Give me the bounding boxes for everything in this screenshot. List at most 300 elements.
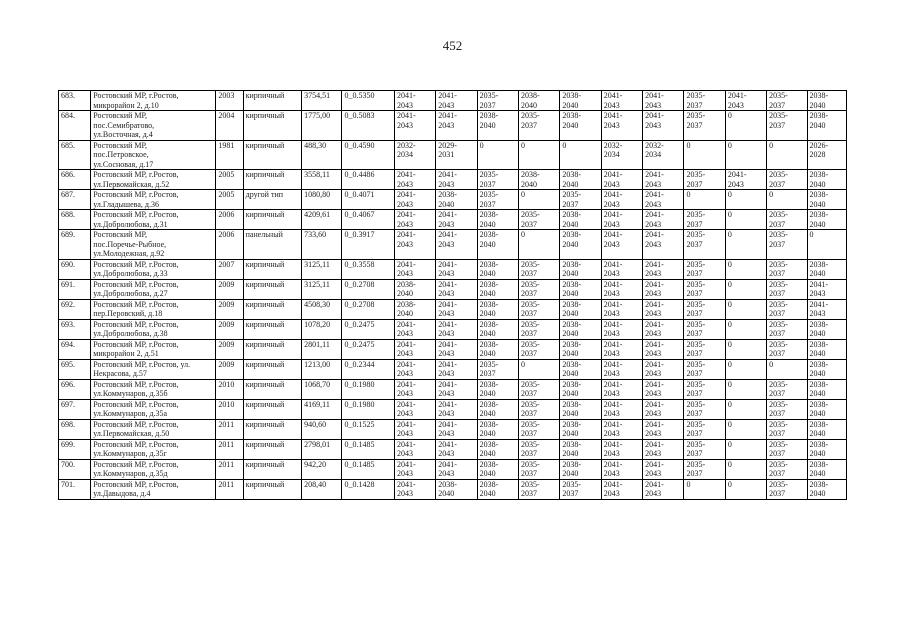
area-cell: 4209,61 — [302, 210, 342, 230]
period-cell: 0 — [767, 140, 807, 170]
period-cell: 2038- 2040 — [477, 111, 518, 141]
period-cell: 2038- 2040 — [519, 91, 560, 111]
address-cell: Ростовский МР, г.Ростов, ул.Первомайская, д.52 — [91, 170, 216, 190]
index-cell: 0_0.2344 — [342, 359, 394, 379]
year-cell: 1981 — [216, 140, 243, 170]
address-cell: Ростовский МР, г.Ростов, ул.Добролюбова, д.38 — [91, 319, 216, 339]
wall-material-cell: кирпичный — [243, 379, 302, 399]
table-row — [59, 359, 847, 379]
period-cell: 2041- 2043 — [601, 190, 642, 210]
period-cell: 2035- 2037 — [519, 259, 560, 279]
period-cell: 2041- 2043 — [601, 319, 642, 339]
wall-material-cell: кирпичный — [243, 91, 302, 111]
row-number-cell: 701. — [59, 479, 91, 499]
period-cell: 2041- 2043 — [436, 111, 477, 141]
area-cell: 2801,11 — [302, 339, 342, 359]
table-row — [59, 399, 847, 419]
period-cell: 0 — [725, 379, 766, 399]
address-cell: Ростовский МР, г.Ростов, ул.Добролюбова, д.31 — [91, 210, 216, 230]
table-row — [59, 299, 847, 319]
period-cell: 2041- 2043 — [436, 170, 477, 190]
period-cell: 2041- 2043 — [394, 339, 435, 359]
period-cell: 2035- 2037 — [477, 190, 518, 210]
year-cell: 2004 — [216, 111, 243, 141]
period-cell: 2041- 2043 — [601, 279, 642, 299]
wall-material-cell: другой тип — [243, 190, 302, 210]
period-cell: 2035- 2037 — [767, 379, 807, 399]
address-cell: Ростовский МР, г.Ростов, ул.Гладышева, д.36 — [91, 190, 216, 210]
area-cell: 488,30 — [302, 140, 342, 170]
period-cell: 2041- 2043 — [394, 230, 435, 260]
period-cell: 0 — [725, 279, 766, 299]
row-number-cell: 698. — [59, 419, 91, 439]
period-cell: 2035- 2037 — [519, 339, 560, 359]
index-cell: 0_0.2475 — [342, 319, 394, 339]
period-cell: 2038- 2040 — [560, 359, 601, 379]
period-cell: 2029- 2031 — [436, 140, 477, 170]
period-cell: 2038- 2040 — [807, 190, 846, 210]
index-cell: 0_0.1485 — [342, 459, 394, 479]
period-cell: 2038- 2040 — [807, 91, 846, 111]
table-row — [59, 459, 847, 479]
period-cell: 2035- 2037 — [767, 319, 807, 339]
wall-material-cell: кирпичный — [243, 439, 302, 459]
period-cell: 2035- 2037 — [767, 419, 807, 439]
period-cell: 0 — [519, 190, 560, 210]
period-cell: 2041- 2043 — [436, 399, 477, 419]
period-cell: 2041- 2043 — [394, 399, 435, 419]
period-cell: 2041- 2043 — [394, 379, 435, 399]
period-cell: 2041- 2043 — [601, 111, 642, 141]
period-cell: 2035- 2037 — [519, 111, 560, 141]
period-cell: 2035- 2037 — [519, 379, 560, 399]
year-cell: 2009 — [216, 359, 243, 379]
period-cell: 2041- 2043 — [436, 299, 477, 319]
period-cell: 2041- 2043 — [643, 359, 684, 379]
period-cell: 2038- 2040 — [560, 299, 601, 319]
index-cell: 0_0.1428 — [342, 479, 394, 499]
row-number-cell: 695. — [59, 359, 91, 379]
period-cell: 2041- 2043 — [601, 459, 642, 479]
row-number-cell: 685. — [59, 140, 91, 170]
period-cell: 2038- 2040 — [477, 319, 518, 339]
period-cell: 2041- 2043 — [601, 259, 642, 279]
table-row — [59, 190, 847, 210]
year-cell: 2009 — [216, 339, 243, 359]
index-cell: 0_0.1980 — [342, 379, 394, 399]
period-cell: 2041- 2043 — [725, 91, 766, 111]
year-cell: 2011 — [216, 479, 243, 499]
period-cell: 2035- 2037 — [767, 279, 807, 299]
wall-material-cell: кирпичный — [243, 170, 302, 190]
period-cell: 2035- 2037 — [767, 399, 807, 419]
period-cell: 2038- 2040 — [807, 379, 846, 399]
period-cell: 2035- 2037 — [767, 299, 807, 319]
period-cell: 0 — [725, 140, 766, 170]
address-cell: Ростовский МР, пос.Семибратово, ул.Восточная, д.4 — [91, 111, 216, 141]
period-cell: 2038- 2040 — [477, 459, 518, 479]
period-cell: 2041- 2043 — [643, 230, 684, 260]
period-cell: 2035- 2037 — [767, 111, 807, 141]
page-number: 452 — [442, 38, 463, 53]
period-cell: 2041- 2043 — [394, 210, 435, 230]
period-cell: 2035- 2037 — [519, 399, 560, 419]
year-cell: 2009 — [216, 299, 243, 319]
wall-material-cell: кирпичный — [243, 111, 302, 141]
period-cell: 2038- 2040 — [807, 479, 846, 499]
period-cell: 2041- 2043 — [436, 230, 477, 260]
period-cell: 2035- 2037 — [519, 479, 560, 499]
period-cell: 2035- 2037 — [767, 91, 807, 111]
period-cell: 2035- 2037 — [519, 439, 560, 459]
period-cell: 2038- 2040 — [807, 259, 846, 279]
period-cell: 0 — [767, 190, 807, 210]
period-cell: 2041- 2043 — [807, 279, 846, 299]
row-number-cell: 694. — [59, 339, 91, 359]
period-cell: 0 — [725, 359, 766, 379]
period-cell: 2038- 2040 — [807, 170, 846, 190]
period-cell: 0 — [725, 459, 766, 479]
year-cell: 2011 — [216, 459, 243, 479]
row-number-cell: 697. — [59, 399, 91, 419]
period-cell: 0 — [725, 319, 766, 339]
period-cell: 2041- 2043 — [601, 299, 642, 319]
period-cell: 2038- 2040 — [477, 439, 518, 459]
period-cell: 2038- 2040 — [560, 230, 601, 260]
period-cell: 2035- 2037 — [519, 419, 560, 439]
period-cell: 0 — [725, 479, 766, 499]
period-cell: 2041- 2043 — [643, 190, 684, 210]
index-cell: 0_0.5350 — [342, 91, 394, 111]
period-cell: 2041- 2043 — [601, 439, 642, 459]
period-cell: 2035- 2037 — [519, 459, 560, 479]
period-cell: 2038- 2040 — [394, 299, 435, 319]
table-row — [59, 170, 847, 190]
area-cell: 942,20 — [302, 459, 342, 479]
row-number-cell: 690. — [59, 259, 91, 279]
wall-material-cell: кирпичный — [243, 419, 302, 439]
period-cell: 2038- 2040 — [477, 259, 518, 279]
period-cell: 2035- 2037 — [684, 170, 725, 190]
period-cell: 0 — [519, 359, 560, 379]
period-cell: 2035- 2037 — [684, 210, 725, 230]
period-cell: 2041- 2043 — [394, 190, 435, 210]
period-cell: 2041- 2043 — [601, 479, 642, 499]
period-cell: 2032- 2034 — [394, 140, 435, 170]
index-cell: 0_0.2475 — [342, 339, 394, 359]
year-cell: 2011 — [216, 439, 243, 459]
address-cell: Ростовский МР, г.Ростов, микрорайон 2, д.51 — [91, 339, 216, 359]
year-cell: 2007 — [216, 259, 243, 279]
index-cell: 0_0.5083 — [342, 111, 394, 141]
period-cell: 2035- 2037 — [684, 459, 725, 479]
period-cell: 0 — [684, 140, 725, 170]
area-cell: 3754,51 — [302, 91, 342, 111]
period-cell: 2041- 2043 — [601, 230, 642, 260]
index-cell: 0_0.3917 — [342, 230, 394, 260]
period-cell: 2038- 2040 — [807, 210, 846, 230]
wall-material-cell: кирпичный — [243, 210, 302, 230]
period-cell: 2038- 2040 — [560, 319, 601, 339]
address-cell: Ростовский МР, г.Ростов, микрорайон 2, д.10 — [91, 91, 216, 111]
area-cell: 940,60 — [302, 419, 342, 439]
period-cell: 2041- 2043 — [394, 259, 435, 279]
period-cell: 2035- 2037 — [684, 259, 725, 279]
period-cell: 2041- 2043 — [394, 359, 435, 379]
period-cell: 2041- 2043 — [394, 439, 435, 459]
period-cell: 2038- 2040 — [477, 339, 518, 359]
period-cell: 2035- 2037 — [767, 459, 807, 479]
period-cell: 0 — [725, 210, 766, 230]
period-cell: 2038- 2040 — [560, 210, 601, 230]
period-cell: 2041- 2043 — [436, 439, 477, 459]
wall-material-cell: кирпичный — [243, 399, 302, 419]
period-cell: 2035- 2037 — [684, 379, 725, 399]
period-cell: 0 — [725, 259, 766, 279]
index-cell: 0_0.2708 — [342, 299, 394, 319]
area-cell: 208,40 — [302, 479, 342, 499]
row-number-cell: 696. — [59, 379, 91, 399]
year-cell: 2006 — [216, 230, 243, 260]
period-cell: 2041- 2043 — [436, 91, 477, 111]
period-cell: 2038- 2040 — [807, 419, 846, 439]
period-cell: 2038- 2040 — [560, 170, 601, 190]
table-row — [59, 439, 847, 459]
period-cell: 2041- 2043 — [643, 399, 684, 419]
area-cell: 1068,70 — [302, 379, 342, 399]
period-cell: 2038- 2040 — [807, 339, 846, 359]
wall-material-cell: кирпичный — [243, 299, 302, 319]
period-cell: 2041- 2043 — [601, 170, 642, 190]
period-cell: 2035- 2037 — [684, 419, 725, 439]
period-cell: 2041- 2043 — [601, 399, 642, 419]
year-cell: 2005 — [216, 170, 243, 190]
period-cell: 2041- 2043 — [394, 479, 435, 499]
period-cell: 2035- 2037 — [560, 190, 601, 210]
table-row — [59, 111, 847, 141]
period-cell: 2035- 2037 — [767, 339, 807, 359]
period-cell: 2041- 2043 — [643, 459, 684, 479]
period-cell: 2035- 2037 — [684, 359, 725, 379]
period-cell: 0 — [519, 140, 560, 170]
period-cell: 2035- 2037 — [684, 299, 725, 319]
address-cell: Ростовский МР, г.Ростов, ул.Добролюбова, д.33 — [91, 259, 216, 279]
period-cell: 2035- 2037 — [519, 210, 560, 230]
period-cell: 2038- 2040 — [807, 111, 846, 141]
wall-material-cell: кирпичный — [243, 459, 302, 479]
period-cell: 2041- 2043 — [394, 459, 435, 479]
period-cell: 2041- 2043 — [643, 111, 684, 141]
address-cell: Ростовский МР, г.Ростов, ул.Коммунаров, д.35д — [91, 459, 216, 479]
row-number-cell: 700. — [59, 459, 91, 479]
period-cell: 0 — [807, 230, 846, 260]
area-cell: 4508,30 — [302, 299, 342, 319]
period-cell: 2041- 2043 — [601, 339, 642, 359]
period-cell: 2041- 2043 — [601, 91, 642, 111]
address-cell: Ростовский МР, пос.Поречье-Рыбное, ул.Молодежная, д.92 — [91, 230, 216, 260]
period-cell: 0 — [725, 299, 766, 319]
period-cell: 2041- 2043 — [601, 359, 642, 379]
period-cell: 2038- 2040 — [560, 91, 601, 111]
year-cell: 2010 — [216, 379, 243, 399]
year-cell: 2005 — [216, 190, 243, 210]
period-cell: 2035- 2037 — [684, 339, 725, 359]
period-cell: 2032- 2034 — [601, 140, 642, 170]
period-cell: 2035- 2037 — [519, 279, 560, 299]
period-cell: 2038- 2040 — [477, 299, 518, 319]
period-cell: 0 — [477, 140, 518, 170]
period-cell: 2041- 2043 — [807, 299, 846, 319]
table-row — [59, 279, 847, 299]
period-cell: 2041- 2043 — [394, 319, 435, 339]
period-cell: 2041- 2043 — [436, 259, 477, 279]
period-cell: 2038- 2040 — [477, 399, 518, 419]
period-cell: 2035- 2037 — [767, 230, 807, 260]
period-cell: 2041- 2043 — [643, 439, 684, 459]
address-cell: Ростовский МР, г.Ростов, ул.Коммунаров, д.35г — [91, 439, 216, 459]
period-cell: 2035- 2037 — [684, 439, 725, 459]
period-cell: 2038- 2040 — [477, 419, 518, 439]
period-cell: 2038- 2040 — [560, 339, 601, 359]
table-row — [59, 140, 847, 170]
wall-material-cell: кирпичный — [243, 140, 302, 170]
period-cell: 2038- 2040 — [807, 319, 846, 339]
period-cell: 2041- 2043 — [643, 259, 684, 279]
index-cell: 0_0.2708 — [342, 279, 394, 299]
period-cell: 2041- 2043 — [643, 339, 684, 359]
address-cell: Ростовский МР, г.Ростов, ул.Первомайская, д.50 — [91, 419, 216, 439]
period-cell: 2041- 2043 — [643, 91, 684, 111]
period-cell: 2041- 2043 — [436, 210, 477, 230]
period-cell: 2041- 2043 — [601, 379, 642, 399]
period-cell: 2035- 2037 — [684, 279, 725, 299]
period-cell: 2038- 2040 — [560, 419, 601, 439]
row-number-cell: 684. — [59, 111, 91, 141]
period-cell: 2038- 2040 — [560, 399, 601, 419]
area-cell: 1078,20 — [302, 319, 342, 339]
period-cell: 0 — [725, 230, 766, 260]
wall-material-cell: кирпичный — [243, 319, 302, 339]
period-cell: 2038- 2040 — [560, 279, 601, 299]
housing-repair-schedule-table — [58, 90, 847, 500]
index-cell: 0_0.4071 — [342, 190, 394, 210]
index-cell: 0_0.3558 — [342, 259, 394, 279]
period-cell: 0 — [684, 190, 725, 210]
period-cell: 0 — [725, 439, 766, 459]
period-cell: 0 — [519, 230, 560, 260]
period-cell: 2038- 2040 — [477, 230, 518, 260]
row-number-cell: 683. — [59, 91, 91, 111]
area-cell: 3558,11 — [302, 170, 342, 190]
period-cell: 2041- 2043 — [436, 319, 477, 339]
period-cell: 2035- 2037 — [684, 399, 725, 419]
address-cell: Ростовский МР, г.Ростов, ул.Добролюбова, д.27 — [91, 279, 216, 299]
period-cell: 2041- 2043 — [643, 419, 684, 439]
table-row — [59, 419, 847, 439]
area-cell: 1080,80 — [302, 190, 342, 210]
period-cell: 2041- 2043 — [643, 479, 684, 499]
row-number-cell: 686. — [59, 170, 91, 190]
period-cell: 2038- 2040 — [807, 459, 846, 479]
period-cell: 2041- 2043 — [643, 279, 684, 299]
period-cell: 2038- 2040 — [477, 379, 518, 399]
period-cell: 2041- 2043 — [643, 210, 684, 230]
period-cell: 2038- 2040 — [394, 279, 435, 299]
period-cell: 0 — [767, 359, 807, 379]
year-cell: 2010 — [216, 399, 243, 419]
index-cell: 0_0.4067 — [342, 210, 394, 230]
index-cell: 0_0.1525 — [342, 419, 394, 439]
period-cell: 2038- 2040 — [477, 210, 518, 230]
period-cell: 2038- 2040 — [436, 479, 477, 499]
period-cell: 0 — [725, 339, 766, 359]
period-cell: 2035- 2037 — [684, 111, 725, 141]
table-row — [59, 339, 847, 359]
period-cell: 2041- 2043 — [436, 379, 477, 399]
period-cell: 2035- 2037 — [767, 479, 807, 499]
period-cell: 2038- 2040 — [560, 259, 601, 279]
period-cell: 2038- 2040 — [436, 190, 477, 210]
area-cell: 733,60 — [302, 230, 342, 260]
year-cell: 2003 — [216, 91, 243, 111]
period-cell: 2035- 2037 — [767, 170, 807, 190]
address-cell: Ростовский МР, пос.Петровское, ул.Сосновая, д.17 — [91, 140, 216, 170]
period-cell: 2041- 2043 — [643, 170, 684, 190]
period-cell: 0 — [725, 190, 766, 210]
period-cell: 2041- 2043 — [436, 339, 477, 359]
period-cell: 2041- 2043 — [643, 319, 684, 339]
period-cell: 2041- 2043 — [436, 419, 477, 439]
year-cell: 2006 — [216, 210, 243, 230]
period-cell: 2041- 2043 — [436, 359, 477, 379]
table-row — [59, 210, 847, 230]
address-cell: Ростовский МР, г.Ростов, ул.Коммунаров, д.35а — [91, 399, 216, 419]
table-row — [59, 230, 847, 260]
period-cell: 2041- 2043 — [436, 459, 477, 479]
address-cell: Ростовский МР, г.Ростов, ул.Давыдова, д.4 — [91, 479, 216, 499]
period-cell: 2035- 2037 — [477, 170, 518, 190]
period-cell: 2038- 2040 — [477, 279, 518, 299]
period-cell: 2041- 2043 — [394, 91, 435, 111]
period-cell: 2041- 2043 — [643, 299, 684, 319]
address-cell: Ростовский МР, г.Ростов, ул.Коммунаров, д.35б — [91, 379, 216, 399]
row-number-cell: 689. — [59, 230, 91, 260]
period-cell: 2035- 2037 — [684, 319, 725, 339]
area-cell: 1775,00 — [302, 111, 342, 141]
table-row — [59, 91, 847, 111]
row-number-cell: 687. — [59, 190, 91, 210]
period-cell: 0 — [684, 479, 725, 499]
address-cell: Ростовский МР, г.Ростов, ул. Некрасова, д.57 — [91, 359, 216, 379]
period-cell: 2041- 2043 — [601, 210, 642, 230]
period-cell: 2041- 2043 — [601, 419, 642, 439]
area-cell: 4169,11 — [302, 399, 342, 419]
period-cell: 2038- 2040 — [560, 459, 601, 479]
row-number-cell: 691. — [59, 279, 91, 299]
year-cell: 2011 — [216, 419, 243, 439]
area-cell: 3125,11 — [302, 259, 342, 279]
wall-material-cell: панельный — [243, 230, 302, 260]
period-cell: 2035- 2037 — [560, 479, 601, 499]
index-cell: 0_0.4590 — [342, 140, 394, 170]
year-cell: 2009 — [216, 279, 243, 299]
table-row — [59, 479, 847, 499]
wall-material-cell: кирпичный — [243, 359, 302, 379]
table-row — [59, 379, 847, 399]
row-number-cell: 699. — [59, 439, 91, 459]
period-cell: 0 — [725, 419, 766, 439]
period-cell: 2041- 2043 — [436, 279, 477, 299]
